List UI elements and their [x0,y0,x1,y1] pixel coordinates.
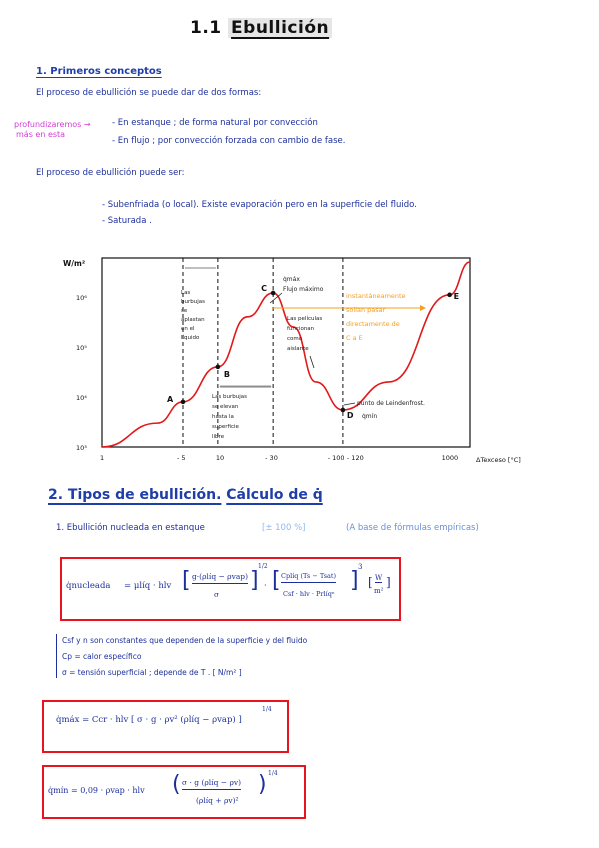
annotation-region2: se elevan [212,404,239,410]
side-note-line2: más en esta [16,130,66,139]
f1-bracket2-close: ] [350,568,359,593]
point-label: D [346,410,354,420]
f1-bracket2-open: [ [272,568,281,593]
region3-arrow [310,356,314,368]
y-tick-label: 10⁵ [76,343,87,352]
f3-lhs: q̇mín = 0,09 · ρvap · hlv [48,786,145,795]
side-note-line1: profundizaremos → [14,120,91,129]
annotation-region3: aislante [287,346,309,352]
leidenfrost-arrow [344,403,355,405]
point-label: B [223,369,230,379]
f2-exp: 1/4 [262,706,272,713]
f1-unit-close: ] [386,575,391,589]
annotation-region3: funcionan [287,326,315,332]
annotation-region4: directamente de [346,320,400,328]
f1-exp2: 3 [358,563,363,571]
annotation-region1: burbujas [181,299,205,305]
annotation-region1: aplastan [181,317,205,323]
annotation-region2: libre [212,434,225,440]
point-D [341,408,346,413]
f1-frac2-den: Csf · hlv · Prlíqⁿ [283,590,335,598]
x-tick-label: 1 [100,454,105,462]
point-E [447,293,452,298]
annotation-region4: C a E [346,334,363,342]
title-number: 1.1 [190,18,222,38]
annotation-region1: en el [181,326,195,332]
note-csf: Csf y n son constantes que dependen de la superficie y del fluido [62,636,308,645]
f1-eq: = μlíq · hlv [124,581,172,591]
type-subenfriada: - Subenfriada (o local). Existe evaporación pero en la superficie del fluido. [102,200,417,210]
f3-exp: 1/4 [268,770,278,777]
section2-heading-b: Cálculo de q̇ [226,487,323,503]
annotation-region4: instantáneamente [346,292,406,300]
annotation-qmax: q̇máx [283,276,300,283]
annotation-qmax: Flujo máximo [283,286,324,293]
x-tick-label: 10 [215,454,225,462]
section2-heading-a: 2. Tipos de ebullición. [48,487,222,503]
f1-lhs: q̇nucleada [66,581,111,591]
type-saturada: - Saturada . [102,216,152,226]
note-cp: Cp = calor específico [62,652,142,661]
f1-unit-num: W [375,574,383,582]
point-label: E [453,291,460,301]
annotation-region2: hasta la [212,414,234,420]
x-axis-label: ΔTexceso [°C] [476,456,521,464]
annotation-leidenfrost: q̇mín [362,413,378,420]
f3-paren-open: ( [172,772,181,797]
notes-bar [56,634,57,678]
point-A [181,400,186,405]
f1-bracket-close: ] [250,568,259,593]
f1-dot: · [264,581,267,591]
point-B [216,365,221,370]
f1-unit-open: [ [368,575,373,589]
f3-num: σ · g (ρlíq − ρv) [182,778,241,790]
note-sigma: σ = tensión superficial ; depende de T . [ N/m² ] [62,668,242,677]
f1-frac1-den: σ [214,590,220,599]
annotation-region1: líquido [181,335,200,341]
annotation-region2: superficie [212,424,239,430]
f3-den: (ρlíq + ρv)² [196,796,239,805]
y-tick-label: 10⁶ [76,293,87,302]
title-text: Ebullición [228,18,332,38]
f3-paren-close: ) [258,772,267,797]
f2-formula: q̇máx = Ccr · hlv [ σ · g · ρv² (ρlíq − ρvap) ] [56,715,242,725]
x-tick-label: - 120 [346,454,364,462]
x-tick-label: - 30 [265,454,278,462]
section1-intro: El proceso de ebullición se puede dar de dos formas: [36,88,262,98]
point-label: A [166,394,174,404]
point-label: C [261,283,268,293]
annotation-region1: se [181,308,188,314]
sub1-note: (A base de fórmulas empíricas) [346,523,479,533]
form-flujo: - En flujo ; por convección forzada con cambio de fase. [112,136,346,146]
f1-unit-den: m² [374,587,384,595]
f1-exp1: 1/2 [258,563,268,570]
orange-arrowhead [420,305,426,311]
x-tick-label: - 5 [176,454,186,462]
annotation-region4: solían pasar [346,306,386,314]
form-estanque: - En estanque ; de forma natural por convección [112,118,318,128]
y-axis-label: W/m² [63,259,86,268]
y-tick-label: 10⁴ [76,393,87,402]
annotation-region3: Las películas [287,316,323,322]
annotation-region1: Las [181,290,191,296]
annotation-region2: Las burbujas [212,394,248,400]
x-tick-label: 1000 [441,454,459,462]
f1-frac1-num: g·(ρlíq − ρvap) [192,572,248,584]
point-C [271,291,276,296]
x-tick-label: - 100 [327,454,345,462]
types-intro: El proceso de ebullición puede ser: [36,168,185,178]
sub1-bracket: [± 100 %] [262,523,306,533]
f1-frac2-num: Cplíq (Ts − Tsat) [281,572,336,583]
sub1-label: 1. Ebullición nucleada en estanque [56,523,205,533]
annotation-region3: como [287,336,303,342]
section2-heading [48,487,323,503]
y-tick-label: 10³ [76,444,87,452]
section1-heading: 1. Primeros conceptos [36,66,162,77]
annotation-leidenfrost: punto de Leindenfrost. [357,400,425,407]
formula-qmax-box [42,700,289,753]
f1-bracket-open: [ [182,568,191,593]
